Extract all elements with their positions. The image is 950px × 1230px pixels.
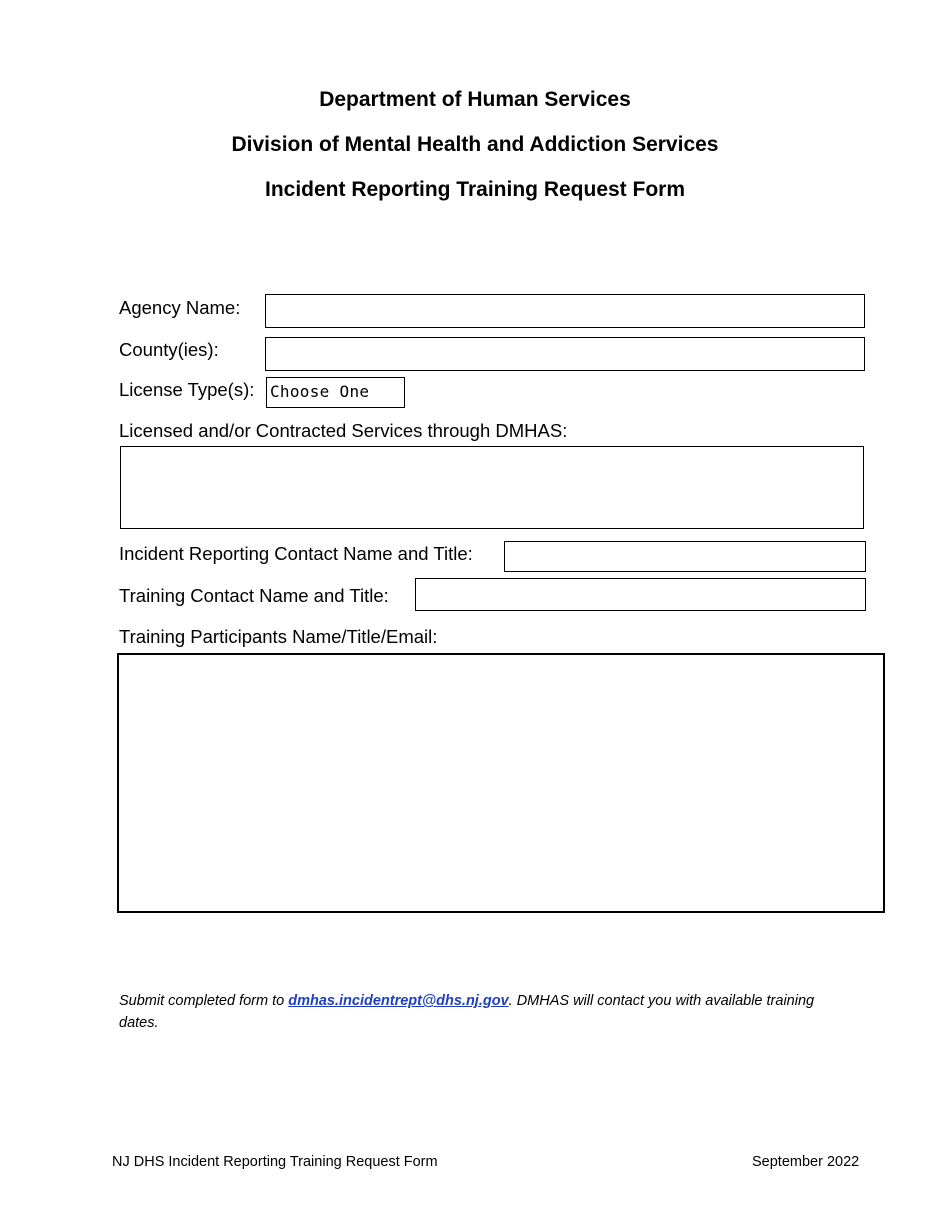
participants-textarea[interactable] <box>117 653 885 913</box>
header-department: Department of Human Services <box>319 88 631 111</box>
license-type-label: License Type(s): <box>119 379 255 400</box>
agency-name-input[interactable] <box>265 294 865 328</box>
agency-name-label: Agency Name: <box>119 297 241 318</box>
page-title: Incident Reporting Training Request Form <box>264 178 686 201</box>
services-textarea[interactable] <box>120 446 864 529</box>
header-division: Division of Mental Health and Addiction Services <box>231 133 719 156</box>
training-contact-label: Training Contact Name and Title: <box>119 585 389 606</box>
incident-contact-label: Incident Reporting Contact Name and Title: <box>119 543 473 564</box>
note-suffix: . DMHAS will contact you with available training dates. <box>119 993 815 1031</box>
county-input[interactable] <box>265 337 865 371</box>
participants-label: Training Participants Name/Title/Email: <box>119 626 438 647</box>
submission-note <box>119 990 839 1034</box>
services-label: Licensed and/or Contracted Services through DMHAS: <box>119 420 568 441</box>
footer-date: September 2022 <box>752 1154 860 1170</box>
training-contact-input[interactable] <box>415 578 866 611</box>
footer-form-name: NJ DHS Incident Reporting Training Request Form <box>112 1154 438 1170</box>
note-prefix: Submit completed form to <box>119 993 289 1009</box>
county-label: County(ies): <box>119 339 219 360</box>
license-type-dropdown[interactable]: Choose One <box>266 377 405 408</box>
incident-contact-input[interactable] <box>504 541 866 572</box>
email-link[interactable]: dmhas.incidentrept@dhs.nj.gov <box>288 993 509 1009</box>
